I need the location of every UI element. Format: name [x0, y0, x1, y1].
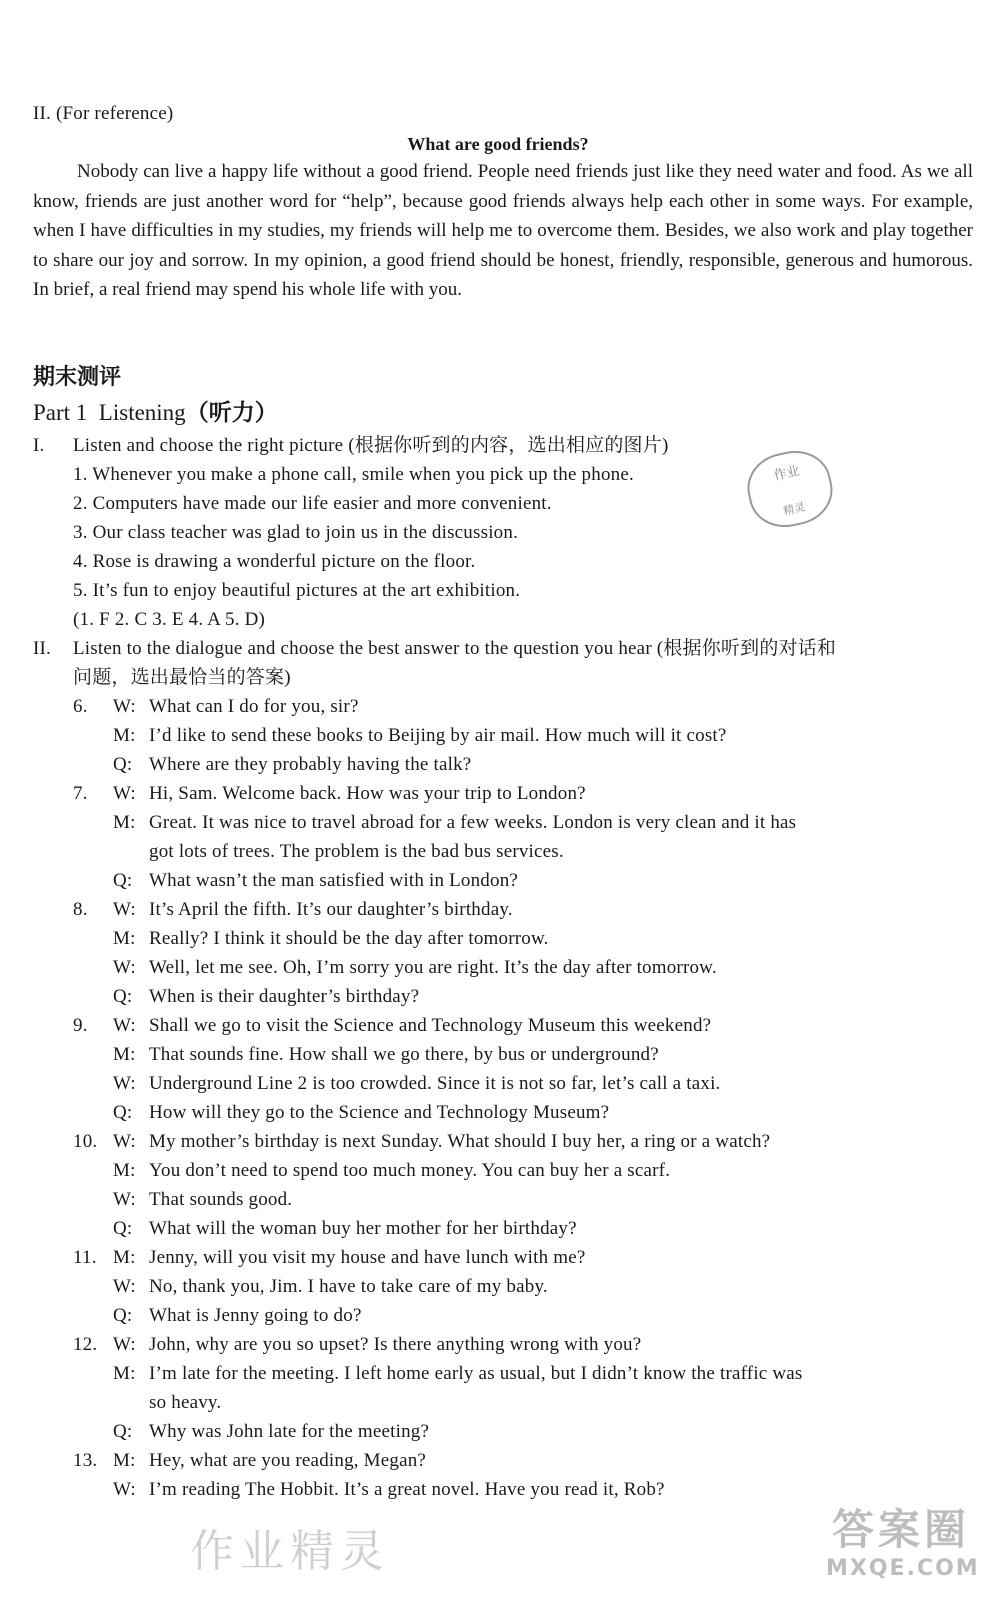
dialogue-line — [73, 1391, 221, 1415]
speaker-label: W: — [113, 1479, 136, 1500]
speaker-label: W: — [113, 1015, 136, 1036]
homework-stamp — [741, 444, 839, 534]
speaker-label: W: — [113, 957, 136, 978]
dialogue-line — [73, 1333, 641, 1357]
speaker-label: W: — [113, 696, 136, 717]
dialogue-line — [73, 840, 564, 864]
dialogue-line — [73, 1362, 803, 1386]
dialogue-text: Where are they probably having the talk? — [149, 754, 472, 775]
speaker-label: M: — [113, 1247, 136, 1268]
essay-text: Nobody can live a happy life without a good friend. People need friends just like they need water and food. As we all know, friends are just another word for “help”, because good friends always help each other in some ways. For example, when I have difficulties in my studies, my friends will help me to overcome them. Besides, we also work and play together to share our joy and sorrow. In my opinion, a good friend should be honest, friendly, responsible, generous and humorous. In brief, a real friend may spend his whole life with you. — [33, 161, 973, 300]
speaker-label: M: — [113, 725, 136, 746]
speaker-label: W: — [113, 1276, 136, 1297]
stamp-text-top: 作业 — [772, 463, 802, 484]
essay-title: What are good friends? — [407, 134, 589, 154]
question-number: 10. — [73, 1131, 98, 1152]
dialogue-line — [73, 1217, 577, 1241]
watermark-logo — [826, 1505, 980, 1590]
dialogue-line — [73, 695, 359, 719]
dialogue-line — [73, 985, 419, 1009]
dialogue-line — [73, 1478, 665, 1502]
dialogue-text: My mother’s birthday is next Sunday. What should I buy her, a ring or a watch? — [149, 1131, 771, 1152]
speaker-label: M: — [113, 1160, 136, 1181]
question-number: 7. — [73, 783, 88, 804]
dialogue-text: What wasn’t the man satisfied with in London? — [149, 870, 519, 891]
dialogue-line — [73, 1275, 548, 1299]
dialogue-text: No, thank you, Jim. I have to take care of my baby. — [149, 1276, 548, 1297]
question-number: 12. — [73, 1334, 98, 1355]
q1-item: 3. Our class teacher was glad to join us in the discussion. — [73, 522, 519, 543]
reference-label: II. (For reference) — [33, 103, 174, 124]
dialogue-line — [73, 724, 727, 748]
watermark-logo-cn: 答案圈 — [831, 1505, 970, 1554]
speaker-label: W: — [113, 899, 136, 920]
question-number: 6. — [73, 696, 88, 717]
dialogue-text: got lots of trees. The problem is the bad bus services. — [149, 841, 564, 862]
speaker-label: W: — [113, 783, 136, 804]
dialogue-text: Hey, what are you reading, Megan? — [149, 1450, 427, 1471]
dialogue-line — [73, 1420, 429, 1444]
dialogue-text: Jenny, will you visit my house and have lunch with me? — [149, 1247, 586, 1268]
watermark-logo-en: MXQE.COM — [826, 1556, 980, 1581]
dialogue-text: I’d like to send these books to Beijing by air mail. How much will it cost? — [149, 725, 727, 746]
speaker-label: W: — [113, 1131, 136, 1152]
speaker-label: M: — [113, 812, 136, 833]
speaker-label: W: — [113, 1073, 136, 1094]
dialogue-text: How will they go to the Science and Technology Museum? — [149, 1102, 610, 1123]
dialogue-text: Shall we go to visit the Science and Technology Museum this weekend? — [149, 1015, 712, 1036]
speaker-label: M: — [113, 1363, 136, 1384]
dialogue-text: You don’t need to spend too much money. You can buy her a scarf. — [149, 1160, 671, 1181]
speaker-label: Q: — [113, 1305, 133, 1326]
dialogue-text: Why was John late for the meeting? — [149, 1421, 430, 1442]
speaker-label: Q: — [113, 870, 133, 891]
q1-number: I. — [33, 435, 45, 456]
question-number: 8. — [73, 899, 88, 920]
dialogue-line — [73, 1304, 362, 1328]
dialogue-text: What is Jenny going to do? — [149, 1305, 362, 1326]
dialogue-text: I’m late for the meeting. I left home early as usual, but I didn’t know the traffic was — [149, 1363, 803, 1384]
speaker-label: Q: — [113, 1421, 133, 1442]
q1-instruction: Listen and choose the right picture (根据你听到的内容，选出相应的图片) — [73, 435, 669, 456]
q2-number: II. — [33, 638, 52, 659]
speaker-label: Q: — [113, 1218, 133, 1239]
dialogue-line — [73, 1188, 292, 1212]
dialogue-line — [73, 1159, 670, 1183]
dialogue-line — [73, 811, 796, 835]
dialogue-line — [73, 1449, 426, 1473]
dialogue-line — [73, 927, 549, 951]
dialogue-text: Well, let me see. Oh, I’m sorry you are right. It’s the day after tomorrow. — [149, 957, 717, 978]
essay-body — [33, 157, 973, 305]
q1-item: 2. Computers have made our life easier and more convenient. — [73, 493, 552, 514]
dialogue-text: so heavy. — [149, 1392, 222, 1413]
dialogue-line — [73, 956, 717, 980]
watermark-bottom: 作业精灵 — [190, 1526, 390, 1577]
dialogue-text: Really? I think it should be the day after tomorrow. — [149, 928, 549, 949]
question-number: 13. — [73, 1450, 98, 1471]
speaker-label: M: — [113, 1044, 136, 1065]
speaker-label: M: — [113, 1450, 136, 1471]
dialogue-text: That sounds good. — [149, 1189, 293, 1210]
dialogue-line — [73, 1130, 770, 1154]
dialogue-line — [73, 1246, 585, 1270]
q2-instruction-line1: Listen to the dialogue and choose the best answer to the question you hear (根据你听到的对话和 — [73, 638, 837, 659]
speaker-label: W: — [113, 1334, 136, 1355]
dialogue-line — [73, 1043, 659, 1067]
q1-item: 1. Whenever you make a phone call, smile when you pick up the phone. — [73, 464, 634, 485]
dialogue-text: Hi, Sam. Welcome back. How was your trip to London? — [149, 783, 586, 804]
dialogue-text: What can I do for you, sir? — [149, 696, 359, 717]
dialogue-line — [73, 1072, 721, 1096]
dialogue-text: It’s April the fifth. It’s our daughter’s birthday. — [149, 899, 513, 920]
dialogue-line — [73, 898, 513, 922]
dialogue-text: Great. It was nice to travel abroad for a few weeks. London is very clean and it has — [149, 812, 797, 833]
q1-answers: (1. F 2. C 3. E 4. A 5. D) — [73, 609, 266, 630]
question-number: 9. — [73, 1015, 88, 1036]
dialogue-line — [73, 869, 518, 893]
dialogue-line — [73, 753, 471, 777]
dialogue-text: John, why are you so upset? Is there anything wrong with you? — [149, 1334, 642, 1355]
part-title-en: Part 1 Listening — [33, 400, 186, 425]
q2-instruction-line2: 问题，选出最恰当的答案) — [73, 667, 291, 688]
part-title-cn: （听力） — [185, 400, 278, 426]
dialogue-text: What will the woman buy her mother for her birthday? — [149, 1218, 577, 1239]
speaker-label: Q: — [113, 1102, 133, 1123]
speaker-label: Q: — [113, 754, 133, 775]
dialogue-text: I’m reading The Hobbit. It’s a great novel. Have you read it, Rob? — [149, 1479, 665, 1500]
q1-item: 5. It’s fun to enjoy beautiful pictures at the art exhibition. — [73, 580, 521, 601]
section-title: 期末测评 — [33, 365, 122, 390]
speaker-label: M: — [113, 928, 136, 949]
part-title — [33, 399, 278, 427]
stamp-text-bottom: 精灵 — [782, 500, 807, 518]
dialogue-text: Underground Line 2 is too crowded. Since it is not so far, let’s call a taxi. — [149, 1073, 721, 1094]
speaker-label: Q: — [113, 986, 133, 1007]
dialogue-line — [73, 782, 586, 806]
question-number: 11. — [73, 1247, 97, 1268]
dialogue-line — [73, 1101, 609, 1125]
dialogue-text: When is their daughter’s birthday? — [149, 986, 420, 1007]
dialogue-text: That sounds fine. How shall we go there, by bus or underground? — [149, 1044, 659, 1065]
dialogue-line — [73, 1014, 711, 1038]
q1-item: 4. Rose is drawing a wonderful picture on the floor. — [73, 551, 476, 572]
speaker-label: W: — [113, 1189, 136, 1210]
